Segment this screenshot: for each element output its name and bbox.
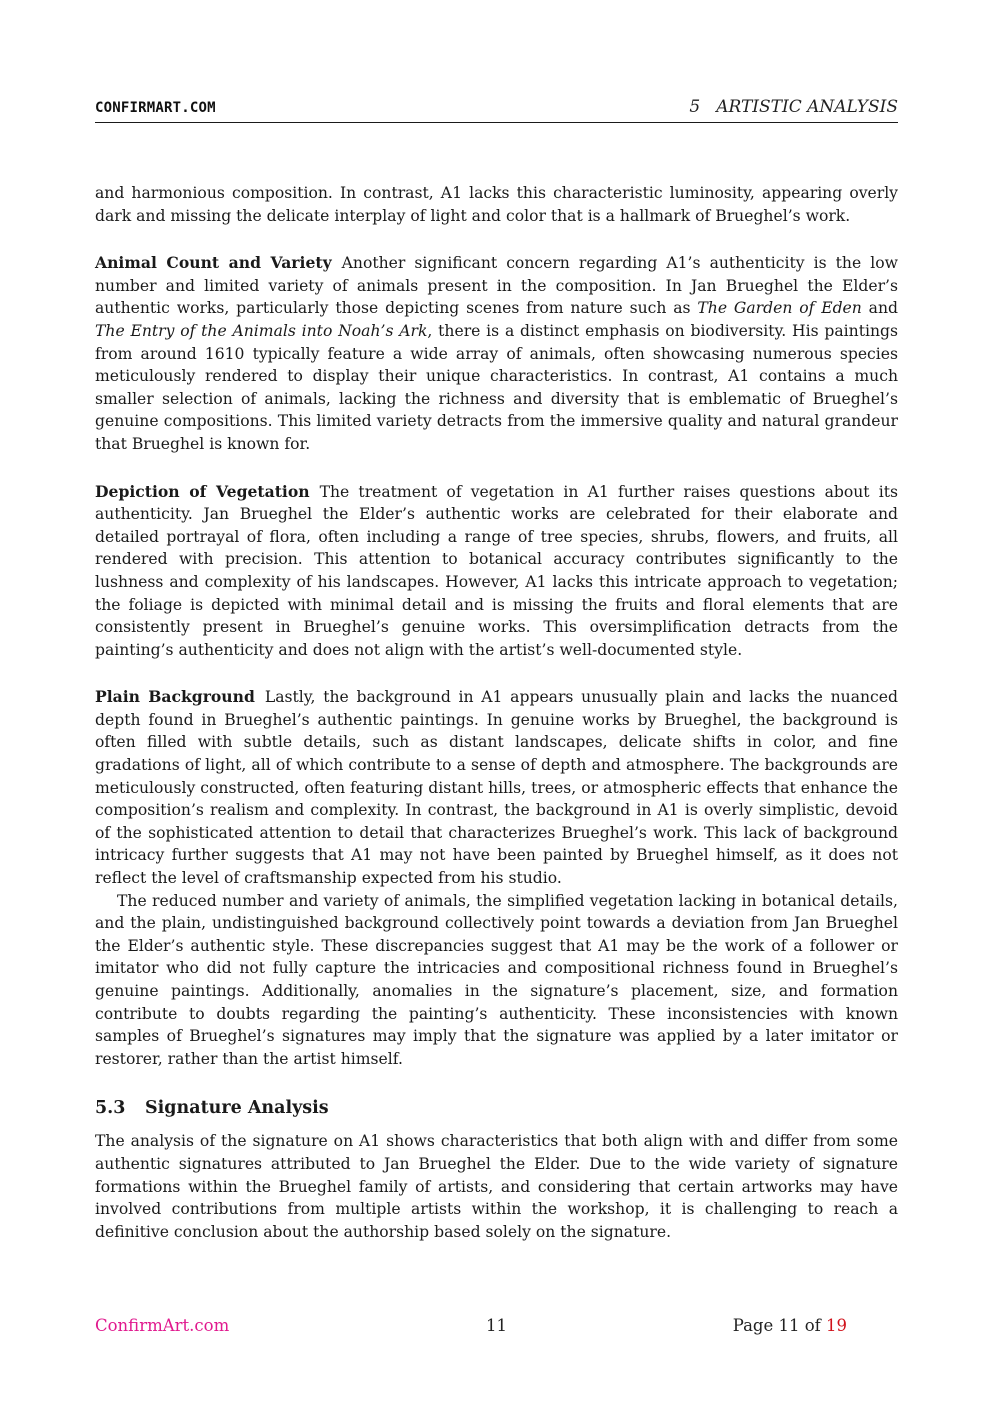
- running-head-section-number: 5: [689, 97, 701, 117]
- paragraph-background: [95, 686, 898, 889]
- section-title: Signature Analysis: [145, 1098, 329, 1119]
- page-footer: [95, 1316, 898, 1340]
- painting-title-garden-of-eden: The Garden of Eden: [697, 299, 862, 318]
- paragraph-signature: The analysis of the signature on A1 shows characteristics that both align with and differ from some authentic signatures attributed to Jan Brueghel the Elder. Due to the wide variety of signature formations within the Brueghel family of artists, and considering that certain artworks may have involved contributions from multiple artists within the workshop, it is challenging to reach a definitive conclusion about the authorship based solely on the signature.: [95, 1132, 898, 1241]
- footer-site-link[interactable]: ConfirmArt.com: [95, 1316, 230, 1335]
- footer-page-count: [733, 1316, 847, 1335]
- page-header: [95, 96, 898, 123]
- paragraph-heading-animal-count: Animal Count and Variety: [95, 253, 332, 273]
- running-head: [689, 97, 898, 117]
- paragraph-heading-background: Plain Background: [95, 687, 255, 707]
- paragraph-text-c: , there is a distinct emphasis on biodiversity. His paintings from around 1610 typically feature a wide array of animals, often showcasing numerous species meticulously rendered to display their unique characteristics. In contrast, A1 contains a much smaller selection of animals, lacking the richness and diversity that is emblematic of Brueghel’s genuine compositions. This limited variety detracts from the immersive quality and natural grandeur that Brueghel is known for.: [95, 321, 898, 453]
- paragraph-animal-count: [95, 252, 898, 455]
- section-number: 5.3: [95, 1098, 126, 1119]
- confirmart-logo: CONFIRMART.COM: [95, 100, 216, 116]
- page-body: [95, 182, 898, 1243]
- paragraph-text-a: Another significant concern regarding A1’s authenticity is the low number and limited variety of animals present in the composition. In Jan Brueghel the Elder’s authentic works, particularly those depicting scenes from nature such as: [95, 254, 898, 318]
- paragraph-text: The treatment of vegetation in A1 further raises questions about its authenticity. Jan Brueghel the Elder’s authentic works are celebrated for their elaborate and detailed portrayal of flora, often including a range of tree species, shrubs, flowers, and fruits, all rendered with precision. This attention to botanical accuracy contributes significantly to the lushness and complexity of his landscapes. However, A1 lacks this intricate approach to vegetation; the foliage is depicted with minimal detail and is missing the fruits and floral elements that are consistently present in Brueghel’s genuine works. This oversimplification detracts from the painting’s authenticity and does not align with the artist’s well-documented style.: [95, 482, 898, 659]
- paragraph-text: Lastly, the background in A1 appears unusually plain and lacks the nuanced depth found in Brueghel’s authentic paintings. In genuine works by Brueghel, the background is often filled with subtle details, such as distant landscapes, delicate shifts in color, and fine gradations of light, all of which contribute to a sense of depth and atmosphere. The backgrounds are meticulously constructed, often featuring distant hills, trees, or atmospheric effects that enhance the composition’s realism and complexity. In contrast, the background in A1 is overly simplistic, devoid of the sophisticated attention to detail that characterizes Brueghel’s work. This lack of background intricacy further suggests that A1 may not have been painted by Brueghel himself, as it does not reflect the level of craftsmanship expected from his studio.: [95, 688, 898, 888]
- footer-page-number: 11: [486, 1316, 507, 1335]
- painting-title-noahs-ark: The Entry of the Animals into Noah’s Ark: [95, 321, 428, 340]
- paragraph-vegetation: [95, 481, 898, 662]
- footer-page-label: Page 11 of: [732, 1316, 826, 1335]
- document-page: [95, 0, 898, 1404]
- paragraph-text-b: and: [861, 299, 899, 318]
- section-heading: [95, 1096, 898, 1120]
- paragraph-continuation: and harmonious composition. In contrast, A1 lacks this characteristic luminosity, appearing overly dark and missing the delicate interplay of light and color that is a hallmark of Brueghel’s work.: [95, 184, 898, 225]
- running-head-section-title: ARTISTIC ANALYSIS: [716, 97, 898, 117]
- paragraph-summary: The reduced number and variety of animals, the simplified vegetation lacking in botanical details, and the plain, undistinguished background collectively point towards a deviation from Jan Brueghel the Elder’s authentic style. These discrepancies suggest that A1 may be the work of a follower or imitator who did not fully capture the intricacies and compositional richness found in Brueghel’s genuine paintings. Additionally, anomalies in the signature’s placement, size, and formation contribute to doubts regarding the painting’s authenticity. These inconsistencies with known samples of Brueghel’s signatures may imply that the signature was applied by a later imitator or restorer, rather than the artist himself.: [95, 891, 898, 1068]
- paragraph-heading-vegetation: Depiction of Vegetation: [95, 481, 310, 501]
- footer-page-total[interactable]: 19: [826, 1316, 847, 1335]
